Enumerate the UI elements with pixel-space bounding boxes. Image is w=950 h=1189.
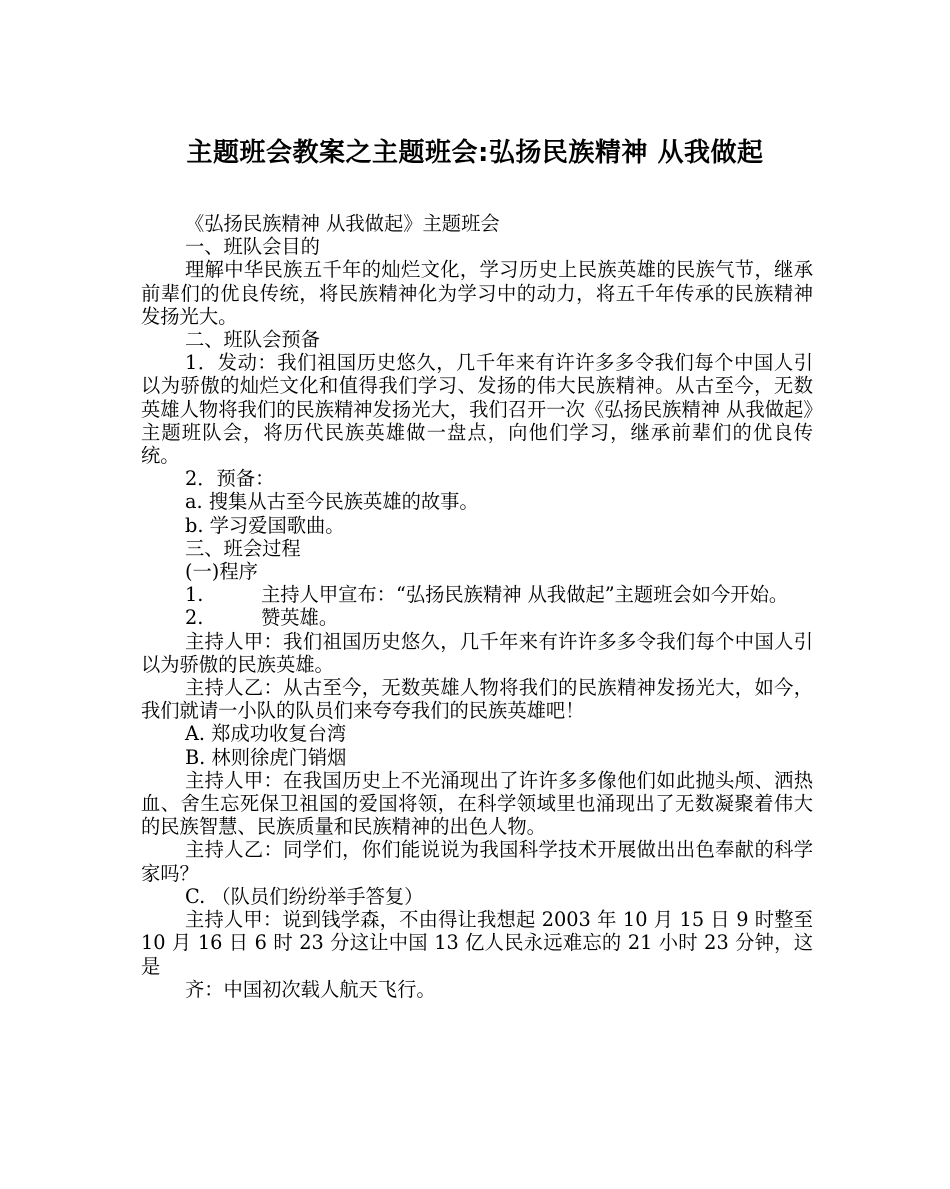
list-number-1: 1. (185, 583, 204, 607)
list-item-b: b. 学习爱国歌曲。 (185, 513, 345, 537)
paragraph-mobilize: 1．发动：我们祖国历史悠久，几千年来有许许多多令我们每个中国人引以为骄傲的灿烂文化和值得我们学习、发扬的伟大民族精神。从古至今，无数英雄人物将我们的民族精神发扬光大，我们召开一次《弘扬民族精神 从我做起》主题班队会，将历代民族英雄做一盘点，向他们学习，继承前辈们的优良传统。 (141, 351, 813, 468)
list-item-a: a. 搜集从古至今民族英雄的故事。 (185, 490, 479, 514)
section-heading-3: 三、班会过程 (185, 536, 301, 560)
list-item-C: C. （队员们纷纷举手答复） (185, 884, 424, 908)
numbered-item-2-text: 赞英雄。 (261, 606, 339, 630)
paragraph-subtitle: 《弘扬民族精神 从我做起》主题班会 (185, 212, 500, 235)
paragraph-host-b-1: 主持人乙：从古至今，无数英雄人物将我们的民族精神发扬光大，如今，我们就请一小队的队员们来夸夸我们的民族英雄吧！ (141, 676, 813, 723)
paragraph-host-a-2: 主持人甲：在我国历史上不光涌现出了许许多多像他们如此抛头颅、洒热血、舍生忘死保卫祖国的爱国将领，在科学领域里也涌现出了无数凝聚着伟大的民族智慧、民族质量和民族精神的出色人物。 (141, 768, 813, 839)
paragraph-chorus: 齐：中国初次载人航天飞行。 (185, 977, 436, 1001)
numbered-item-1 (141, 583, 813, 606)
list-item-A: A. 郑成功收复台湾 (185, 722, 347, 746)
document-title: 主题班会教案之主题班会:弘扬民族精神 从我做起 (186, 138, 764, 168)
subsection-heading-procedure: (一)程序 (185, 560, 258, 584)
numbered-item-1-text: 主持人甲宣布：“弘扬民族精神 从我做起”主题班会如今开始。 (261, 583, 789, 607)
paragraph-purpose: 理解中华民族五千年的灿烂文化，学习历史上民族英雄的民族气节，继承前辈们的优良传统，将民族精神化为学习中的动力，将五千年传承的民族精神发扬光大。 (141, 258, 813, 328)
list-number-2: 2. (185, 606, 204, 630)
paragraph-prepare: 2．预备： (185, 467, 275, 491)
document-body (141, 212, 813, 1001)
section-heading-2: 二、班队会预备 (185, 328, 320, 352)
list-item-B: B. 林则徐虎门销烟 (185, 745, 347, 769)
section-heading-1: 一、班队会目的 (185, 235, 320, 259)
paragraph-host-a-1: 主持人甲：我们祖国历史悠久，几千年来有许许多多令我们每个中国人引以为骄傲的民族英雄。 (141, 629, 813, 676)
paragraph-host-a-3: 主持人甲：说到钱学森，不由得让我想起 2003 年 10 月 15 日 9 时整至 10 月 16 日 6 时 23 分这让中国 13 亿人民永远难忘的 21 小时 23 分钟，这是 (141, 908, 813, 978)
numbered-item-2 (141, 606, 813, 629)
paragraph-host-b-2: 主持人乙：同学们，你们能说说为我国科学技术开展做出出色奉献的科学家吗？ (141, 838, 813, 885)
